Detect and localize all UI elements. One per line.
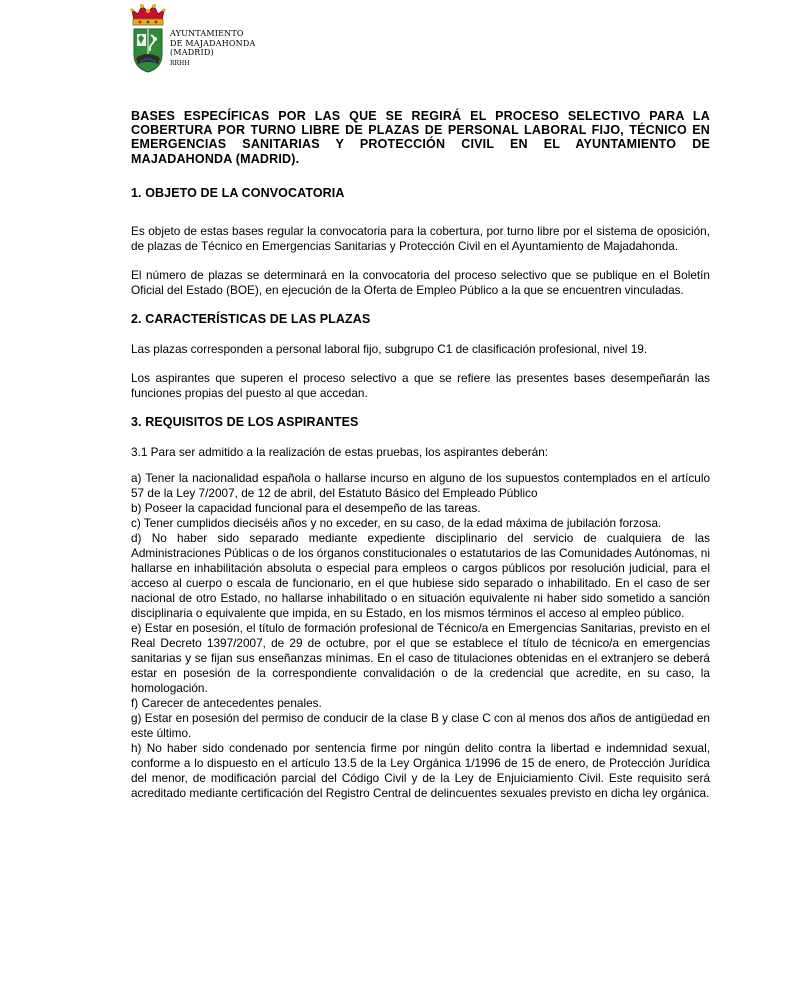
org-name-line2: DE MAJADAHONDA [170,38,256,48]
requirement-item: e) Estar en posesión, el título de formación profesional de Técnico/a en Emergencias Sanitarias, previsto en el Real Decreto 1397/2007, de 29 de octubre, por el que se establece el título de técnico/a en emergencias sanitarias y se fijan sus enseñanzas mínimas. En el caso de titulaciones obtenidas en el extranjero se deberá estar en posesión de la correspondiente convalidación o de la credencial que acredite, en su caso, la homologación. [131,620,710,695]
section-heading-objeto: 1. OBJETO DE LA CONVOCATORIA [131,185,345,200]
requirement-item: b) Poseer la capacidad funcional para el desempeño de las tareas. [131,500,481,515]
requirements-list [131,471,710,801]
requirement-item: c) Tener cumplidos dieciséis años y no exceder, en su caso, de la edad máxima de jubilación forzosa. [131,515,662,530]
document-body [131,109,710,801]
section-paragraph: Es objeto de estas bases regular la convocatoria para la cobertura, por turno libre por el sistema de oposición, de plazas de Técnico en Emergencias Sanitarias y Protección Civil en el Ayuntamiento de Majadahonda. [131,223,710,253]
requirements-intro: 3.1 Para ser admitido a la realización de estas pruebas, los aspirantes deberán: [131,444,549,459]
org-name-line1: AYUNTAMIENTO [170,29,244,38]
document-title: BASES ESPECÍFICAS POR LAS QUE SE REGIRÁ EL PROCESO SELECTIVO PARA LA COBERTURA POR TURNO LIBRE DE PLAZAS DE PERSONAL LABORAL FIJO, TÉCNICO EN EMERGENCIAS SANITARIAS Y PROTECCIÓN CIVIL EN EL AYUNTAMIENTO DE MAJADAHONDA (MADRID). [131,109,710,166]
municipal-crest-icon [128,2,168,74]
org-name-line3: (MADRID) [170,48,214,57]
section-paragraph: El número de plazas se determinará en la convocatoria del proceso selectivo que se publique en el Boletín Oficial del Estado (BOE), en ejecución de la Oferta de Empleo Público a la que se encuentren vinculadas. [131,267,710,297]
department-label: RRHH [170,59,190,67]
requirement-item: d) No haber sido separado mediante expediente disciplinario del servicio de cualquiera de las Administraciones Públicas o de los órganos constitucionales o estatutarios de las Comunidades Autónomas, ni hallarse en inhabilitación absoluta o especial para empleos o cargos públicos por resolución judicial, para el acceso al cuerpo o escala de funcionario, en el que hubiese sido separado o inhabilitado. En el caso de ser nacional de otro Estado, no hallarse inhabilitado o en situación equivalente ni haber sido sometido a sanción disciplinaria o equivalente que impida, en su Estado, en los mismos términos el acceso al empleo público. [131,530,710,620]
section-paragraph: Los aspirantes que superen el proceso selectivo a que se refiere las presentes bases desempeñarán las funciones propias del puesto al que accedan. [131,370,710,400]
requirement-item: f) Carecer de antecedentes penales. [131,695,322,710]
section-heading-caracteristicas: 2. CARACTERÍSTICAS DE LAS PLAZAS [131,311,371,326]
requirement-item: a) Tener la nacionalidad española o hallarse incurso en alguno de los supuestos contemplados en el artículo 57 de la Ley 7/2007, de 12 de abril, del Estatuto Básico del Empleado Público [131,470,710,500]
requirement-item: h) No haber sido condenado por sentencia firme por ningún delito contra la libertad e indemnidad sexual, conforme a lo dispuesto en el artículo 13.5 de la Ley Orgánica 1/1996 de 15 de enero, de Protección Jurídica del menor, de modificación parcial del Código Civil y de la Ley de Enjuiciamiento Civil. Este requisito será acreditado mediante certificación del Registro Central de delincuentes sexuales previsto en dicha ley orgánica. [131,740,710,800]
requirement-item: g) Estar en posesión del permiso de conducir de la clase B y clase C con al menos dos años de antigüedad en este último. [131,710,710,740]
organization-header [170,29,255,68]
section-heading-requisitos: 3. REQUISITOS DE LOS ASPIRANTES [131,414,359,429]
section-paragraph: Las plazas corresponden a personal laboral fijo, subgrupo C1 de clasificación profesional, nivel 19. [131,341,648,356]
